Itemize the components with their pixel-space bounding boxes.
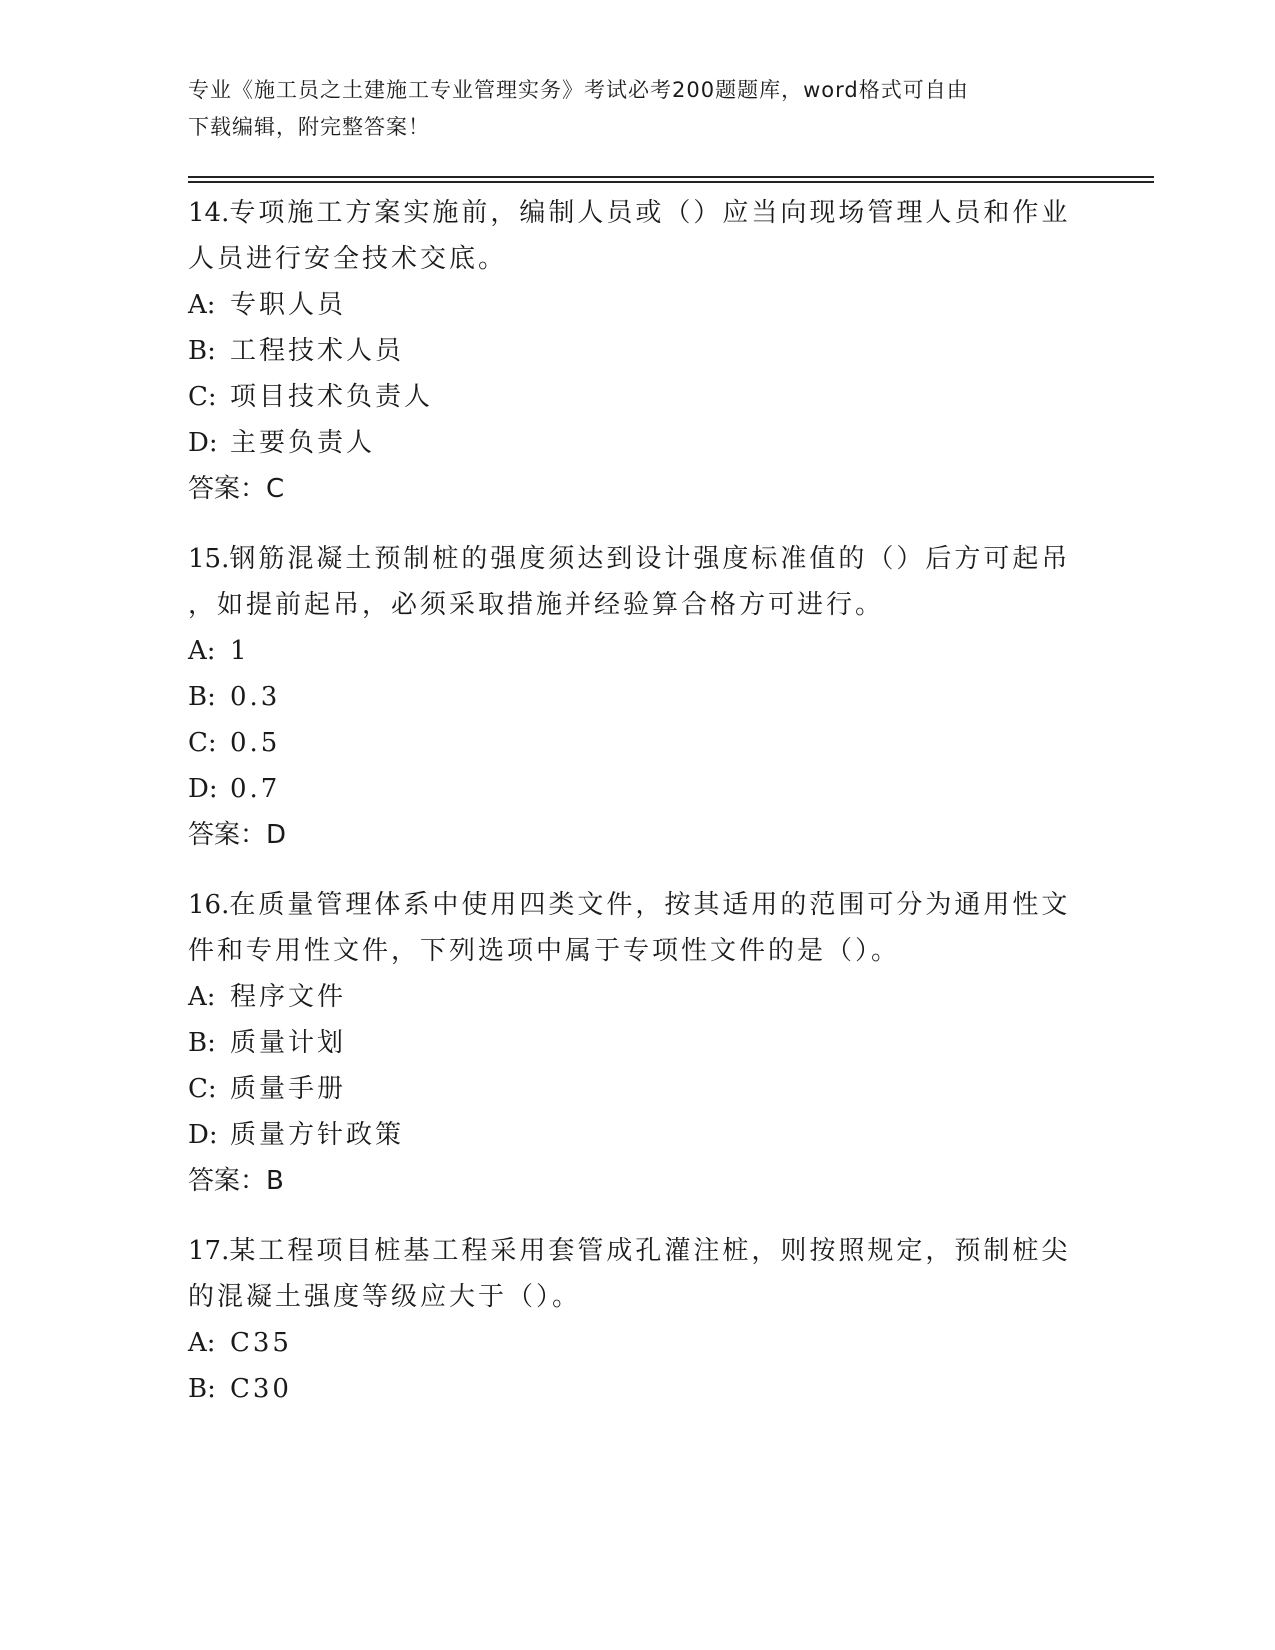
option-a bbox=[188, 1320, 1078, 1366]
option-text: 1 bbox=[230, 636, 250, 666]
question-number: 17. bbox=[188, 1236, 230, 1266]
option-text: 0.7 bbox=[230, 774, 281, 804]
header-rule-top bbox=[188, 176, 1154, 178]
option-text: 质量计划 bbox=[230, 1028, 347, 1058]
option-key: C: bbox=[188, 1074, 217, 1104]
option-text: 程序文件 bbox=[230, 982, 347, 1012]
option-text: 质量方针政策 bbox=[230, 1120, 405, 1150]
option-b bbox=[188, 1020, 1078, 1066]
question-text-line-1: 在质量管理体系中使用四类文件，按其适用的范围可分为通用性文 bbox=[229, 890, 1071, 920]
option-key: D: bbox=[188, 1120, 218, 1150]
question-text-line-1: 专项施工方案实施前，编制人员或（）应当向现场管理人员和作业 bbox=[229, 198, 1071, 228]
header-line-2: 下载编辑，附完整答案！ bbox=[188, 115, 430, 139]
question-14 bbox=[188, 190, 1078, 512]
option-key: C: bbox=[188, 382, 217, 412]
option-text: 项目技术负责人 bbox=[230, 382, 434, 412]
option-text: 0.3 bbox=[230, 682, 281, 712]
option-b bbox=[188, 328, 1078, 374]
question-text-line-2: 件和专用性文件，下列选项中属于专项性文件的是（）。 bbox=[188, 936, 901, 966]
answer-line: 答案：B bbox=[188, 1166, 284, 1196]
question-text bbox=[188, 536, 1078, 582]
question-text-line-2: 人员进行安全技术交底。 bbox=[188, 244, 508, 274]
header-rule-bottom bbox=[188, 181, 1154, 183]
option-c bbox=[188, 1066, 1078, 1112]
question-16 bbox=[188, 882, 1078, 1204]
question-number: 14. bbox=[188, 198, 230, 228]
option-a bbox=[188, 628, 1078, 674]
option-a bbox=[188, 974, 1078, 1020]
option-text: 工程技术人员 bbox=[230, 336, 405, 366]
question-text-line-2: ，如提前起吊，必须采取措施并经验算合格方可进行。 bbox=[188, 590, 885, 620]
answer-line: 答案：D bbox=[188, 820, 287, 850]
option-b bbox=[188, 1366, 1078, 1412]
option-key: B: bbox=[188, 1028, 216, 1058]
option-c bbox=[188, 374, 1078, 420]
option-b bbox=[188, 674, 1078, 720]
question-text-line-2: 的混凝土强度等级应大于（）。 bbox=[188, 1282, 582, 1312]
option-key: B: bbox=[188, 682, 216, 712]
option-text: 0.5 bbox=[230, 728, 281, 758]
option-d bbox=[188, 766, 1078, 812]
option-key: B: bbox=[188, 1374, 216, 1404]
answer-line: 答案：C bbox=[188, 474, 285, 504]
option-text: C35 bbox=[230, 1328, 292, 1358]
option-key: A: bbox=[188, 982, 216, 1012]
option-key: A: bbox=[188, 636, 216, 666]
option-text: 质量手册 bbox=[230, 1074, 347, 1104]
option-key: D: bbox=[188, 774, 218, 804]
option-key: C: bbox=[188, 728, 217, 758]
question-list bbox=[188, 190, 1078, 1436]
option-c bbox=[188, 720, 1078, 766]
question-text-line-1: 钢筋混凝土预制桩的强度须达到设计强度标准值的（）后方可起吊 bbox=[229, 544, 1071, 574]
question-text bbox=[188, 882, 1078, 928]
option-text: C30 bbox=[230, 1374, 292, 1404]
option-text: 主要负责人 bbox=[230, 428, 376, 458]
question-15 bbox=[188, 536, 1078, 858]
header-line-1: 专业《施工员之土建施工专业管理实务》考试必考200题题库，word格式可自由 bbox=[188, 78, 969, 102]
question-number: 16. bbox=[188, 890, 230, 920]
question-text-line-1: 某工程项目桩基工程采用套管成孔灌注桩，则按照规定，预制桩尖 bbox=[229, 1236, 1071, 1266]
question-text bbox=[188, 1228, 1078, 1274]
question-number: 15. bbox=[188, 544, 230, 574]
option-key: D: bbox=[188, 428, 218, 458]
document-header bbox=[188, 72, 1068, 146]
option-text: 专职人员 bbox=[230, 290, 347, 320]
option-a bbox=[188, 282, 1078, 328]
question-17 bbox=[188, 1228, 1078, 1412]
option-d bbox=[188, 420, 1078, 466]
option-key: B: bbox=[188, 336, 216, 366]
option-key: A: bbox=[188, 1328, 216, 1358]
option-d bbox=[188, 1112, 1078, 1158]
question-text bbox=[188, 190, 1078, 236]
option-key: A: bbox=[188, 290, 216, 320]
